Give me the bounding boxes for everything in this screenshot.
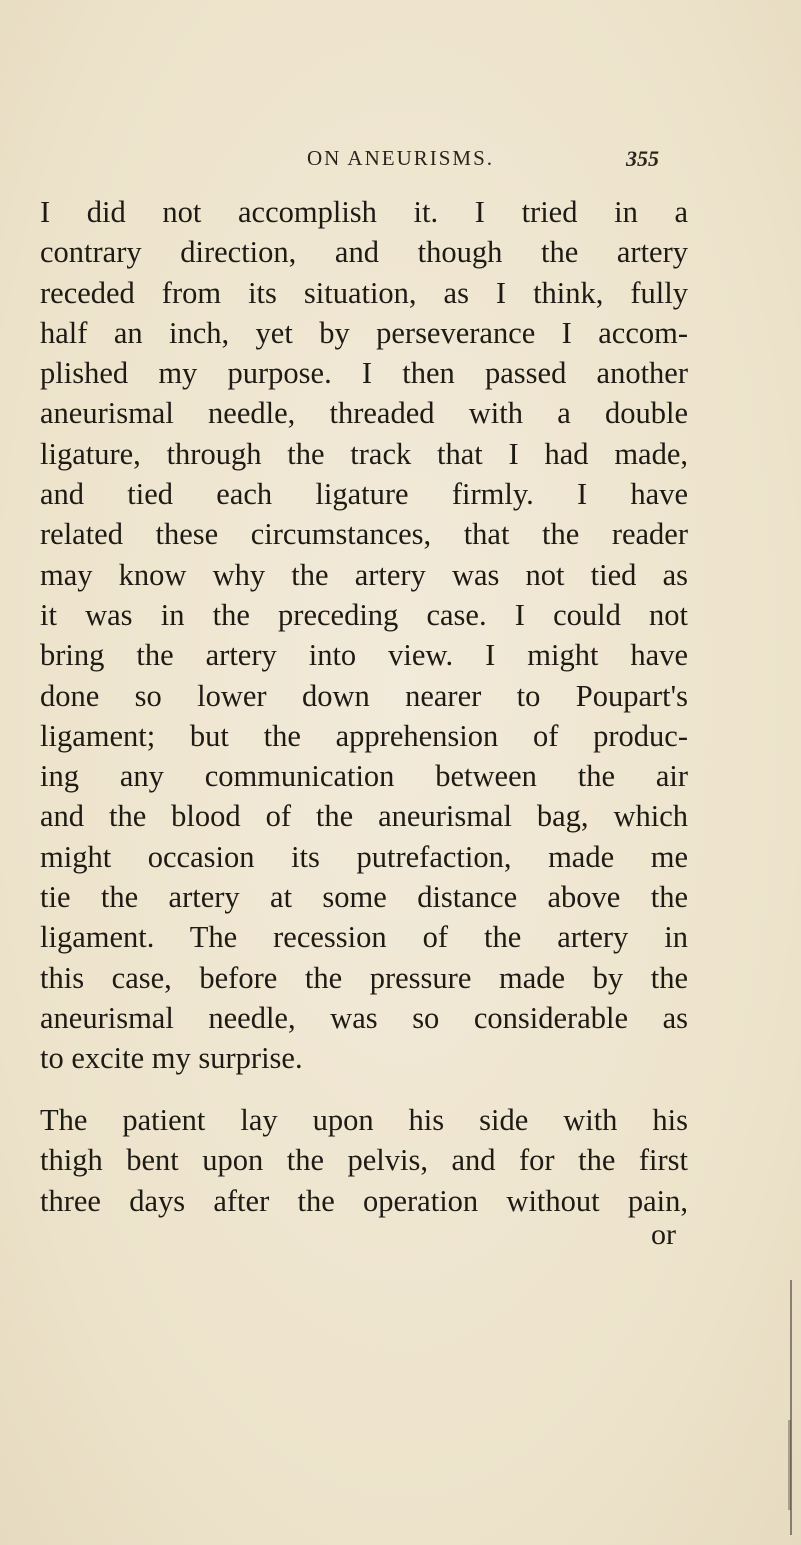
text-line: The patient lay upon his side with his (40, 1103, 688, 1137)
text-line: and tied each ligature firmly. I have (40, 477, 688, 512)
page-number: 355 (626, 146, 659, 171)
text-line: thigh bent upon the pelvis, and for the first (40, 1143, 688, 1178)
text-line: done so lower down nearer to Poupart's (40, 678, 688, 713)
text-line: this case, before the pressure made by the (40, 960, 688, 995)
text-line: aneurismal needle, was so considerable as (40, 1000, 688, 1035)
body-paragraph (40, 192, 688, 1079)
text-line: I did not accomplish it. I tried in a (40, 195, 688, 229)
text-line: it was in the preceding case. I could not (40, 597, 688, 632)
text-line: to excite my surprise. (40, 1041, 303, 1076)
text-line: half an inch, yet by perseverance I accom- (40, 315, 688, 350)
text-line: three days after the operation without pain, (40, 1183, 688, 1218)
text-line: contrary direction, and though the artery (40, 235, 688, 270)
page-edge-mark (788, 1420, 791, 1510)
body-paragraph (40, 1100, 688, 1221)
text-line: and the blood of the aneurismal bag, which (40, 799, 688, 834)
text-line: tie the artery at some distance above the (40, 880, 688, 915)
text-line: may know why the artery was not tied as (40, 557, 688, 592)
text-line: plished my purpose. I then passed another (40, 356, 688, 391)
text-line: might occasion its putrefaction, made me (40, 839, 688, 874)
catchword: or (651, 1218, 676, 1251)
text-line: aneurismal needle, threaded with a double (40, 396, 688, 431)
text-line: ligature, through the track that I had made, (40, 436, 688, 471)
text-line: ligament; but the apprehension of produc- (40, 718, 688, 753)
text-line: related these circumstances, that the reader (40, 517, 688, 552)
text-line: bring the artery into view. I might have (40, 638, 688, 673)
text-line: receded from its situation, as I think, fully (40, 275, 688, 310)
text-line: ing any communication between the air (40, 759, 688, 794)
page-header (0, 146, 801, 182)
text-line: ligament. The recession of the artery in (40, 920, 688, 955)
running-title: ON ANEURISMS. (306, 146, 495, 170)
